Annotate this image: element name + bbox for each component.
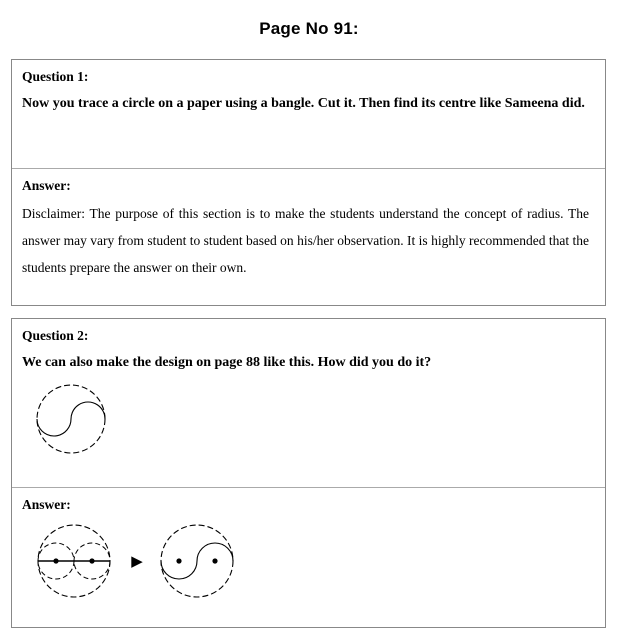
answer-1-section: [12, 168, 605, 305]
answer-2-figure-row: [28, 519, 595, 603]
question-2-label: Question 2:: [22, 328, 89, 343]
question-1-section: [12, 60, 605, 168]
question-block-1: [11, 59, 606, 306]
question-2-section: [12, 319, 605, 487]
right-arrow-icon: ▶: [131, 551, 143, 570]
circle-with-diameter-and-two-inner-circles-icon: [28, 519, 120, 603]
answer-1-label: Answer:: [22, 178, 71, 193]
answer-2-label: Answer:: [22, 497, 71, 512]
question-2-text: We can also make the design on page 88 like this. How did you do it?: [22, 355, 432, 370]
question-2-figure-wrap: [32, 379, 595, 459]
question-block-2: [11, 318, 606, 628]
question-1-label: Question 1:: [22, 69, 89, 84]
page-title: Page No 91:: [259, 19, 359, 38]
answer-1-text: Disclaimer: The purpose of this section is to make the students understand the concept of radius. The answer may vary from student to student based on his/her observation. It is highly recommended that the students prepare the answer on their own.: [22, 206, 589, 275]
question-1-text: Now you trace a circle on a paper using a bangle. Cut it. Then find its centre like Sameena did.: [22, 96, 585, 111]
answer-2-section: [12, 487, 605, 627]
circle-with-s-curve-and-two-dots-icon: [154, 519, 240, 603]
dashed-circle-with-s-curve-icon: [32, 379, 110, 459]
